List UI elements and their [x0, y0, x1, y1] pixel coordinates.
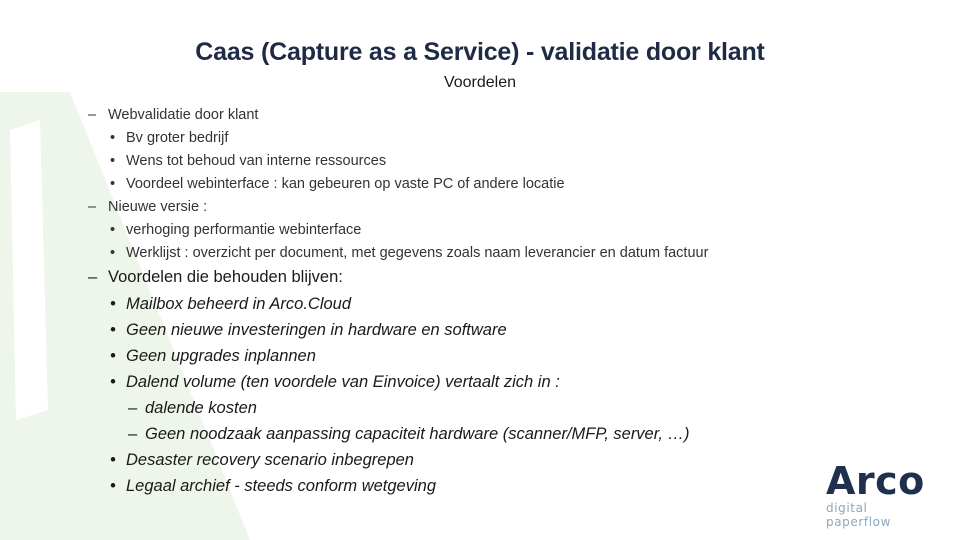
- bullet-marker: •: [110, 477, 116, 495]
- list-item-text: Voordeel webinterface : kan gebeuren op vaste PC of andere locatie: [126, 176, 565, 192]
- list-item-text: Geen noodzaak aanpassing capaciteit hardware (scanner/MFP, server, …): [145, 425, 690, 443]
- dash-marker: –: [88, 199, 97, 215]
- logo-tagline: digital paperflow: [826, 501, 892, 529]
- list-item: [110, 347, 316, 366]
- list-item-text: Nieuwe versie :: [108, 199, 208, 215]
- list-item-text: Geen upgrades inplannen: [126, 347, 316, 365]
- list-item: [128, 399, 257, 418]
- list-item: [110, 451, 414, 470]
- bullet-marker: •: [110, 153, 116, 169]
- list-item-text: Webvalidatie door klant: [108, 107, 259, 123]
- list-item: [110, 295, 351, 314]
- list-item: [110, 222, 361, 238]
- list-item-text: Wens tot behoud van interne ressources: [126, 153, 387, 169]
- list-item: [128, 425, 689, 444]
- list-item: [88, 268, 343, 287]
- list-item-text: dalende kosten: [145, 399, 257, 417]
- bullet-marker: •: [110, 373, 116, 391]
- list-item: [110, 176, 565, 192]
- list-item-text: Geen nieuwe investeringen in hardware en software: [126, 321, 507, 339]
- list-item-text: Desaster recovery scenario inbegrepen: [126, 451, 414, 469]
- bullet-marker: •: [110, 451, 116, 469]
- logo-wordmark: Arco: [826, 459, 925, 503]
- bullet-marker: •: [110, 321, 116, 339]
- list-item: [110, 477, 436, 496]
- list-item-text: Werklijst : overzicht per document, met gegevens zoals naam leverancier en datum factuur: [126, 245, 709, 261]
- arco-logo: [826, 459, 936, 529]
- dash-marker: –: [88, 268, 98, 286]
- bullet-marker: •: [110, 295, 116, 313]
- list-item: [88, 107, 258, 123]
- bullet-marker: •: [110, 222, 116, 238]
- list-item: [88, 199, 207, 215]
- list-item-text: Mailbox beheerd in Arco.Cloud: [126, 295, 352, 313]
- list-item-text: Dalend volume (ten voordele van Einvoice) vertaalt zich in :: [126, 373, 560, 391]
- list-item: [110, 321, 507, 340]
- slide-title: Caas (Capture as a Service) - validatie door klant: [195, 38, 765, 66]
- dash-marker: –: [88, 107, 97, 123]
- list-item-text: verhoging performantie webinterface: [126, 222, 362, 238]
- list-item-text: Voordelen die behouden blijven:: [108, 268, 343, 286]
- list-item-text: Legaal archief - steeds conform wetgeving: [126, 477, 437, 495]
- list-item-text: Bv groter bedrijf: [126, 130, 229, 146]
- bullet-marker: •: [110, 130, 116, 146]
- dash-marker: –: [128, 425, 138, 443]
- list-item: [110, 130, 228, 146]
- bullet-marker: •: [110, 245, 116, 261]
- list-item: [110, 373, 560, 392]
- bullet-marker: •: [110, 176, 116, 192]
- list-item: [110, 245, 708, 261]
- dash-marker: –: [128, 399, 138, 417]
- bullet-marker: •: [110, 347, 116, 365]
- list-item: [110, 153, 386, 169]
- slide-subtitle: Voordelen: [443, 74, 517, 91]
